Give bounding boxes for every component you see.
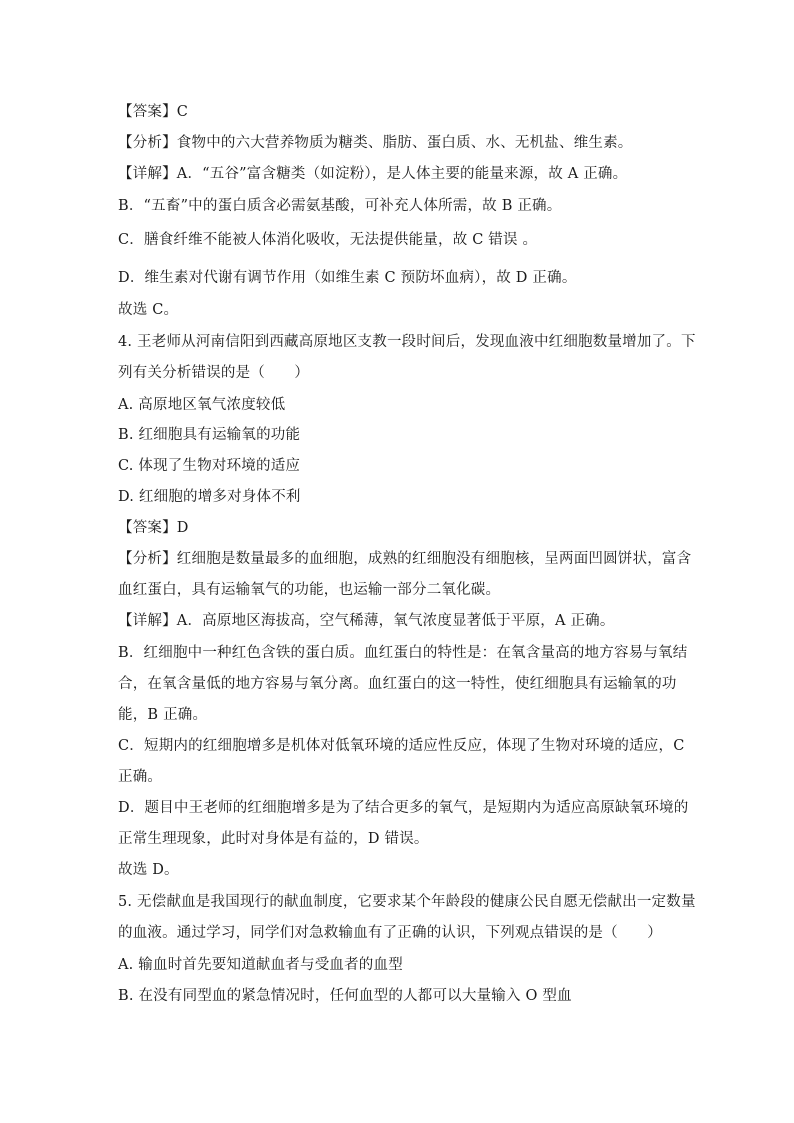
q4-analysis-line1: 【分析】红细胞是数量最多的血细胞，成熟的红细胞没有细胞核，呈两面凹圆饼状，富含 [118,551,692,567]
q5-stem-line1: 5. 无偿献血是我国现行的献血制度，它要求某个年龄段的健康公民自愿无偿献出一定数量 [118,894,696,910]
q4-stem-line2: 列有关分析错误的是（ ） [118,365,310,381]
q3-detail-b: B．“五畜”中的蛋白质含必需氨基酸，可补充人体所需，故 B 正确。 [118,198,562,214]
q3-detail-a: 【详解】A．“五谷”富含糖类（如淀粉），是人体主要的能量来源，故 A 正确。 [118,166,628,182]
q3-detail-c: C．膳食纤维不能被人体消化吸收，无法提供能量，故 C 错误 。 [118,232,538,248]
q4-analysis-line2: 血红蛋白，具有运输氧气的功能，也运输一部分二氧化碳。 [118,582,501,598]
q4-detail-d-line1: D．题目中王老师的红细胞增多是为了结合更多的氧气，是短期内为适应高原缺氧环境的 [118,800,689,816]
q4-detail-b-line2: 合，在氧含量低的地方容易与氧分离。血红蛋白的这一特性，使红细胞具有运输氧的功 [118,676,677,692]
q5-option-a: A. 输血时首先要知道献血者与受血者的血型 [118,957,403,973]
q5-stem-line2: 的血液。通过学习，同学们对急救输血有了正确的认识，下列观点错误的是（ ） [118,925,662,941]
q4-detail-b-line1: B．红细胞中一种红色含铁的蛋白质。血红蛋白的特性是：在氧含量高的地方容易与氧结 [118,645,688,661]
q4-detail-c-line1: C．短期内的红细胞增多是机体对低氧环境的适应性反应，体现了生物对环境的适应，C [118,738,685,754]
q4-option-c: C. 体现了生物对环境的适应 [118,458,301,474]
q4-option-a: A. 高原地区氧气浓度较低 [118,397,286,413]
q3-analysis: 【分析】食物中的六大营养物质为糖类、脂肪、蛋白质、水、无机盐、维生素。 [118,135,633,151]
q4-option-b: B. 红细胞具有运输氧的功能 [118,427,301,443]
q4-option-d: D. 红细胞的增多对身体不利 [118,489,301,505]
q4-conclusion: 故选 D。 [118,862,179,878]
q4-detail-d-line2: 正常生理现象，此时对身体是有益的，D 错误。 [118,831,429,847]
q4-stem-line1: 4. 王老师从河南信阳到西藏高原地区支教一段时间后，发现血液中红细胞数量增加了。下 [118,334,696,350]
q3-answer: 【答案】C [118,104,189,120]
q4-answer: 【答案】D [118,520,189,536]
q5-option-b: B. 在没有同型血的紧急情况时，任何血型的人都可以大量输入 O 型血 [118,988,572,1004]
q4-detail-c-line2: 正确。 [118,769,163,785]
q4-detail-a: 【详解】A．高原地区海拔高，空气稀薄，氧气浓度显著低于平原，A 正确。 [118,613,615,629]
q3-conclusion: 故选 C。 [118,302,179,318]
q3-detail-d: D．维生素对代谢有调节作用（如维生素 C 预防坏血病），故 D 正确。 [118,270,577,286]
q4-detail-b-line3: 能，B 正确。 [118,707,208,723]
